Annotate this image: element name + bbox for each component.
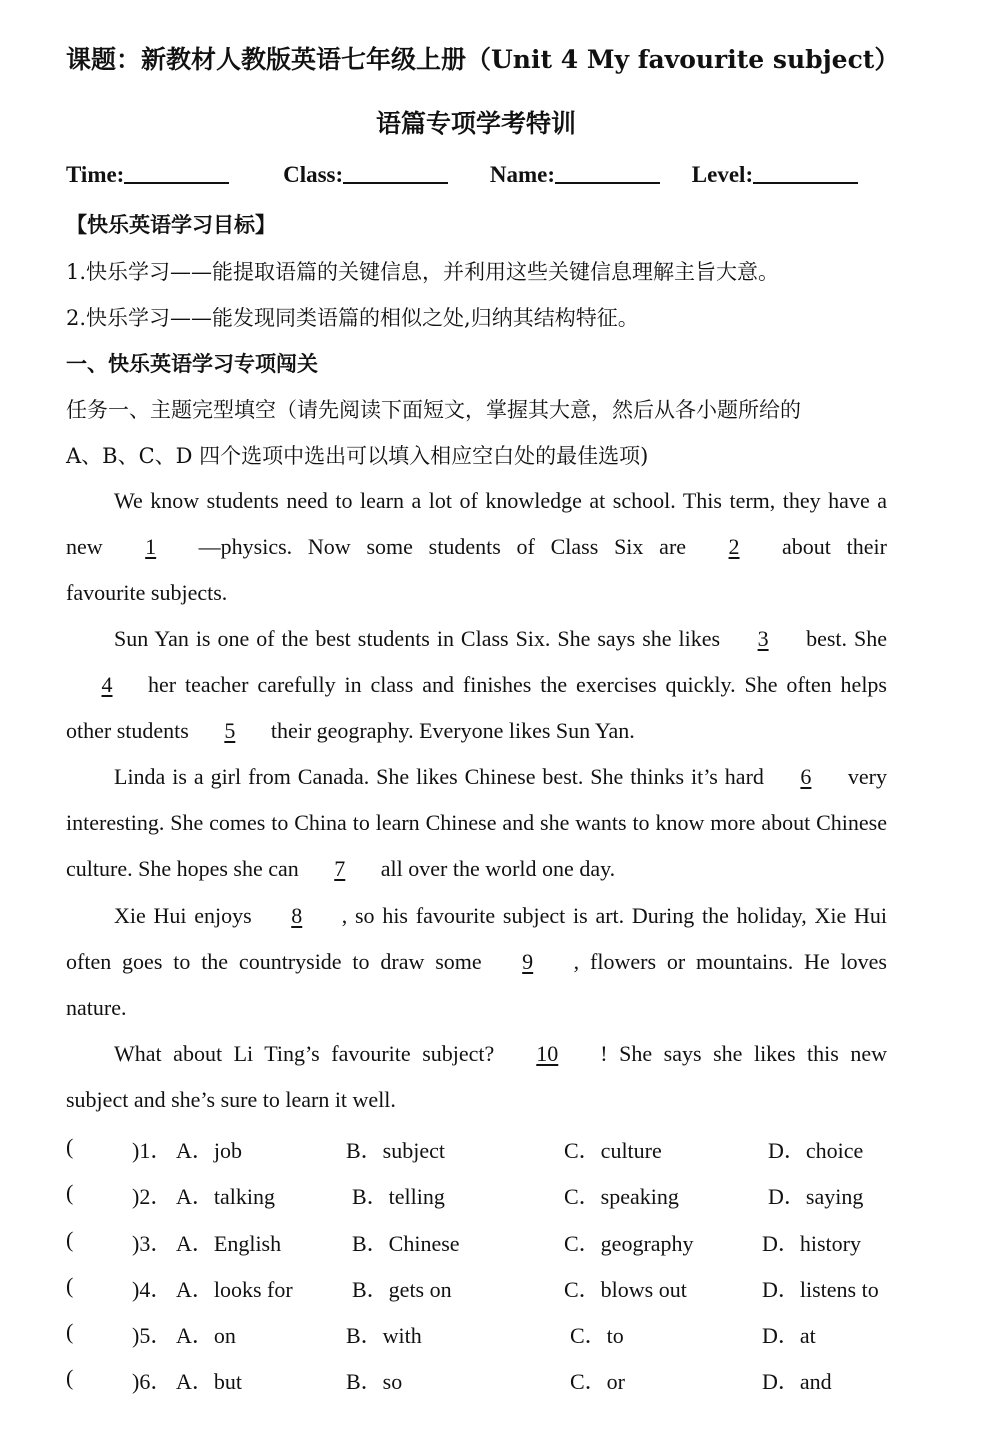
option-d[interactable]: D．saying (768, 1184, 864, 1210)
level-label: Level: (691, 162, 754, 187)
option-c[interactable]: C．culture (564, 1138, 662, 1163)
option-d[interactable]: D．choice (768, 1138, 864, 1163)
objectives-heading: 【快乐英语学习目标】 (66, 212, 276, 237)
option-b[interactable]: B．subject (346, 1138, 445, 1163)
question-number: )2． (132, 1184, 173, 1210)
question-row (66, 1227, 926, 1273)
option-b[interactable]: B．so (346, 1369, 403, 1395)
question-row (66, 1180, 926, 1226)
page-subtitle: 语篇专项学考特训 (375, 109, 576, 138)
option-b[interactable]: B．gets on (352, 1276, 452, 1302)
name-field (490, 160, 660, 188)
option-a[interactable]: A．on (176, 1323, 236, 1349)
objective-item-2: 2.快乐学习——能发现同类语篇的相似之处,归纳其结构特征。 (66, 306, 639, 330)
option-c[interactable]: C．geography (564, 1230, 694, 1256)
option-c[interactable]: C．blows out (564, 1276, 687, 1302)
blank-4[interactable]: 4 (101, 672, 113, 697)
time-blank[interactable] (124, 160, 229, 184)
option-d[interactable]: D．and (762, 1369, 832, 1395)
answer-paren[interactable]: ( (66, 1180, 74, 1206)
questions-list (66, 1134, 926, 1412)
option-a[interactable]: A．job (176, 1138, 243, 1163)
time-field (66, 160, 229, 188)
question-row (66, 1134, 926, 1180)
task-instruction-line1: 任务一、主题完型填空（请先阅读下面短文，掌握其大意，然后从各小题所给的 (66, 398, 801, 422)
option-d[interactable]: D．at (762, 1323, 816, 1349)
question-number: )1． (132, 1138, 173, 1163)
blank-10[interactable]: 10 (536, 1041, 559, 1066)
answer-paren[interactable]: ( (66, 1319, 74, 1345)
option-a[interactable]: A．but (176, 1369, 243, 1395)
level-blank[interactable] (753, 160, 858, 184)
blank-2[interactable]: 2 (728, 534, 740, 559)
option-d[interactable]: D．listens to (762, 1276, 879, 1302)
name-label: Name: (489, 162, 556, 187)
passage-paragraph-1: We know students need to learn a lot of knowledge at school. This term, they have a new 1 —physics. Now some students of Class Six are 2 about their favourite subjects. (66, 488, 887, 605)
student-info-row (66, 160, 926, 188)
blank-8[interactable]: 8 (291, 903, 303, 928)
section-heading: 一、快乐英语学习专项闯关 (66, 351, 318, 376)
blank-5[interactable]: 5 (224, 718, 236, 743)
class-field (283, 160, 448, 188)
level-field (692, 160, 858, 188)
class-label: Class: (283, 162, 344, 187)
question-row (66, 1319, 926, 1365)
option-b[interactable]: B．with (346, 1323, 422, 1349)
option-a[interactable]: A．talking (176, 1184, 275, 1210)
question-number: )5． (132, 1323, 173, 1349)
class-blank[interactable] (343, 160, 448, 184)
blank-6[interactable]: 6 (800, 764, 812, 789)
blank-7[interactable]: 7 (334, 856, 346, 881)
option-c[interactable]: C．speaking (564, 1184, 679, 1210)
time-label: Time: (66, 162, 125, 187)
question-row (66, 1273, 926, 1319)
passage-paragraph-2: Sun Yan is one of the best students in Class Six. She says she likes 3 best. She4 her teacher carefully in class and finishes the exercises quickly. She often helps other students 5 their geography. Everyone likes Sun Yan. (66, 626, 887, 743)
option-b[interactable]: B．telling (352, 1184, 445, 1210)
answer-paren[interactable]: ( (66, 1272, 74, 1298)
answer-paren[interactable]: ( (66, 1365, 74, 1391)
passage-paragraph-5: What about Li Ting’s favourite subject? 10 ! She says she likes this new subject and she’s sure to learn it well. (66, 1041, 888, 1112)
page-title: 课题：新教材人教版英语七年级上册（Unit 4 My favourite subject） (66, 45, 900, 74)
answer-paren[interactable]: ( (66, 1134, 74, 1159)
objective-item-1: 1.快乐学习——能提取语篇的关键信息，并利用这些关键信息理解主旨大意。 (66, 260, 780, 284)
option-a[interactable]: A．English (176, 1230, 282, 1256)
name-blank[interactable] (555, 160, 660, 184)
option-a[interactable]: A．looks for (176, 1276, 293, 1302)
blank-1[interactable]: 1 (145, 534, 157, 559)
passage-paragraph-4: Xie Hui enjoys 8 , so his favourite subject is art. During the holiday, Xie Hui often goes to the countryside to draw some 9 , flowers or mountains. He loves nature. (66, 903, 887, 1020)
question-number: )4． (132, 1276, 173, 1302)
option-d[interactable]: D．history (762, 1230, 862, 1256)
question-number: )6． (132, 1369, 173, 1395)
option-c[interactable]: C．to (570, 1323, 624, 1349)
question-number: )3． (132, 1230, 173, 1256)
question-row (66, 1365, 926, 1411)
task-instruction-line2: A、B、C、D 四个选项中选出可以填入相应空白处的最佳选项) (66, 444, 649, 468)
option-b[interactable]: B．Chinese (352, 1230, 460, 1256)
blank-9[interactable]: 9 (522, 949, 534, 974)
passage-paragraph-3: Linda is a girl from Canada. She likes Chinese best. She thinks it’s hard 6 very interesting. She comes to China to learn Chinese and she wants to know more about Chinese culture. She hopes she can 7 all over the world one day. (66, 764, 887, 881)
option-c[interactable]: C．or (570, 1369, 626, 1395)
blank-3[interactable]: 3 (757, 626, 769, 651)
answer-paren[interactable]: ( (66, 1226, 74, 1252)
